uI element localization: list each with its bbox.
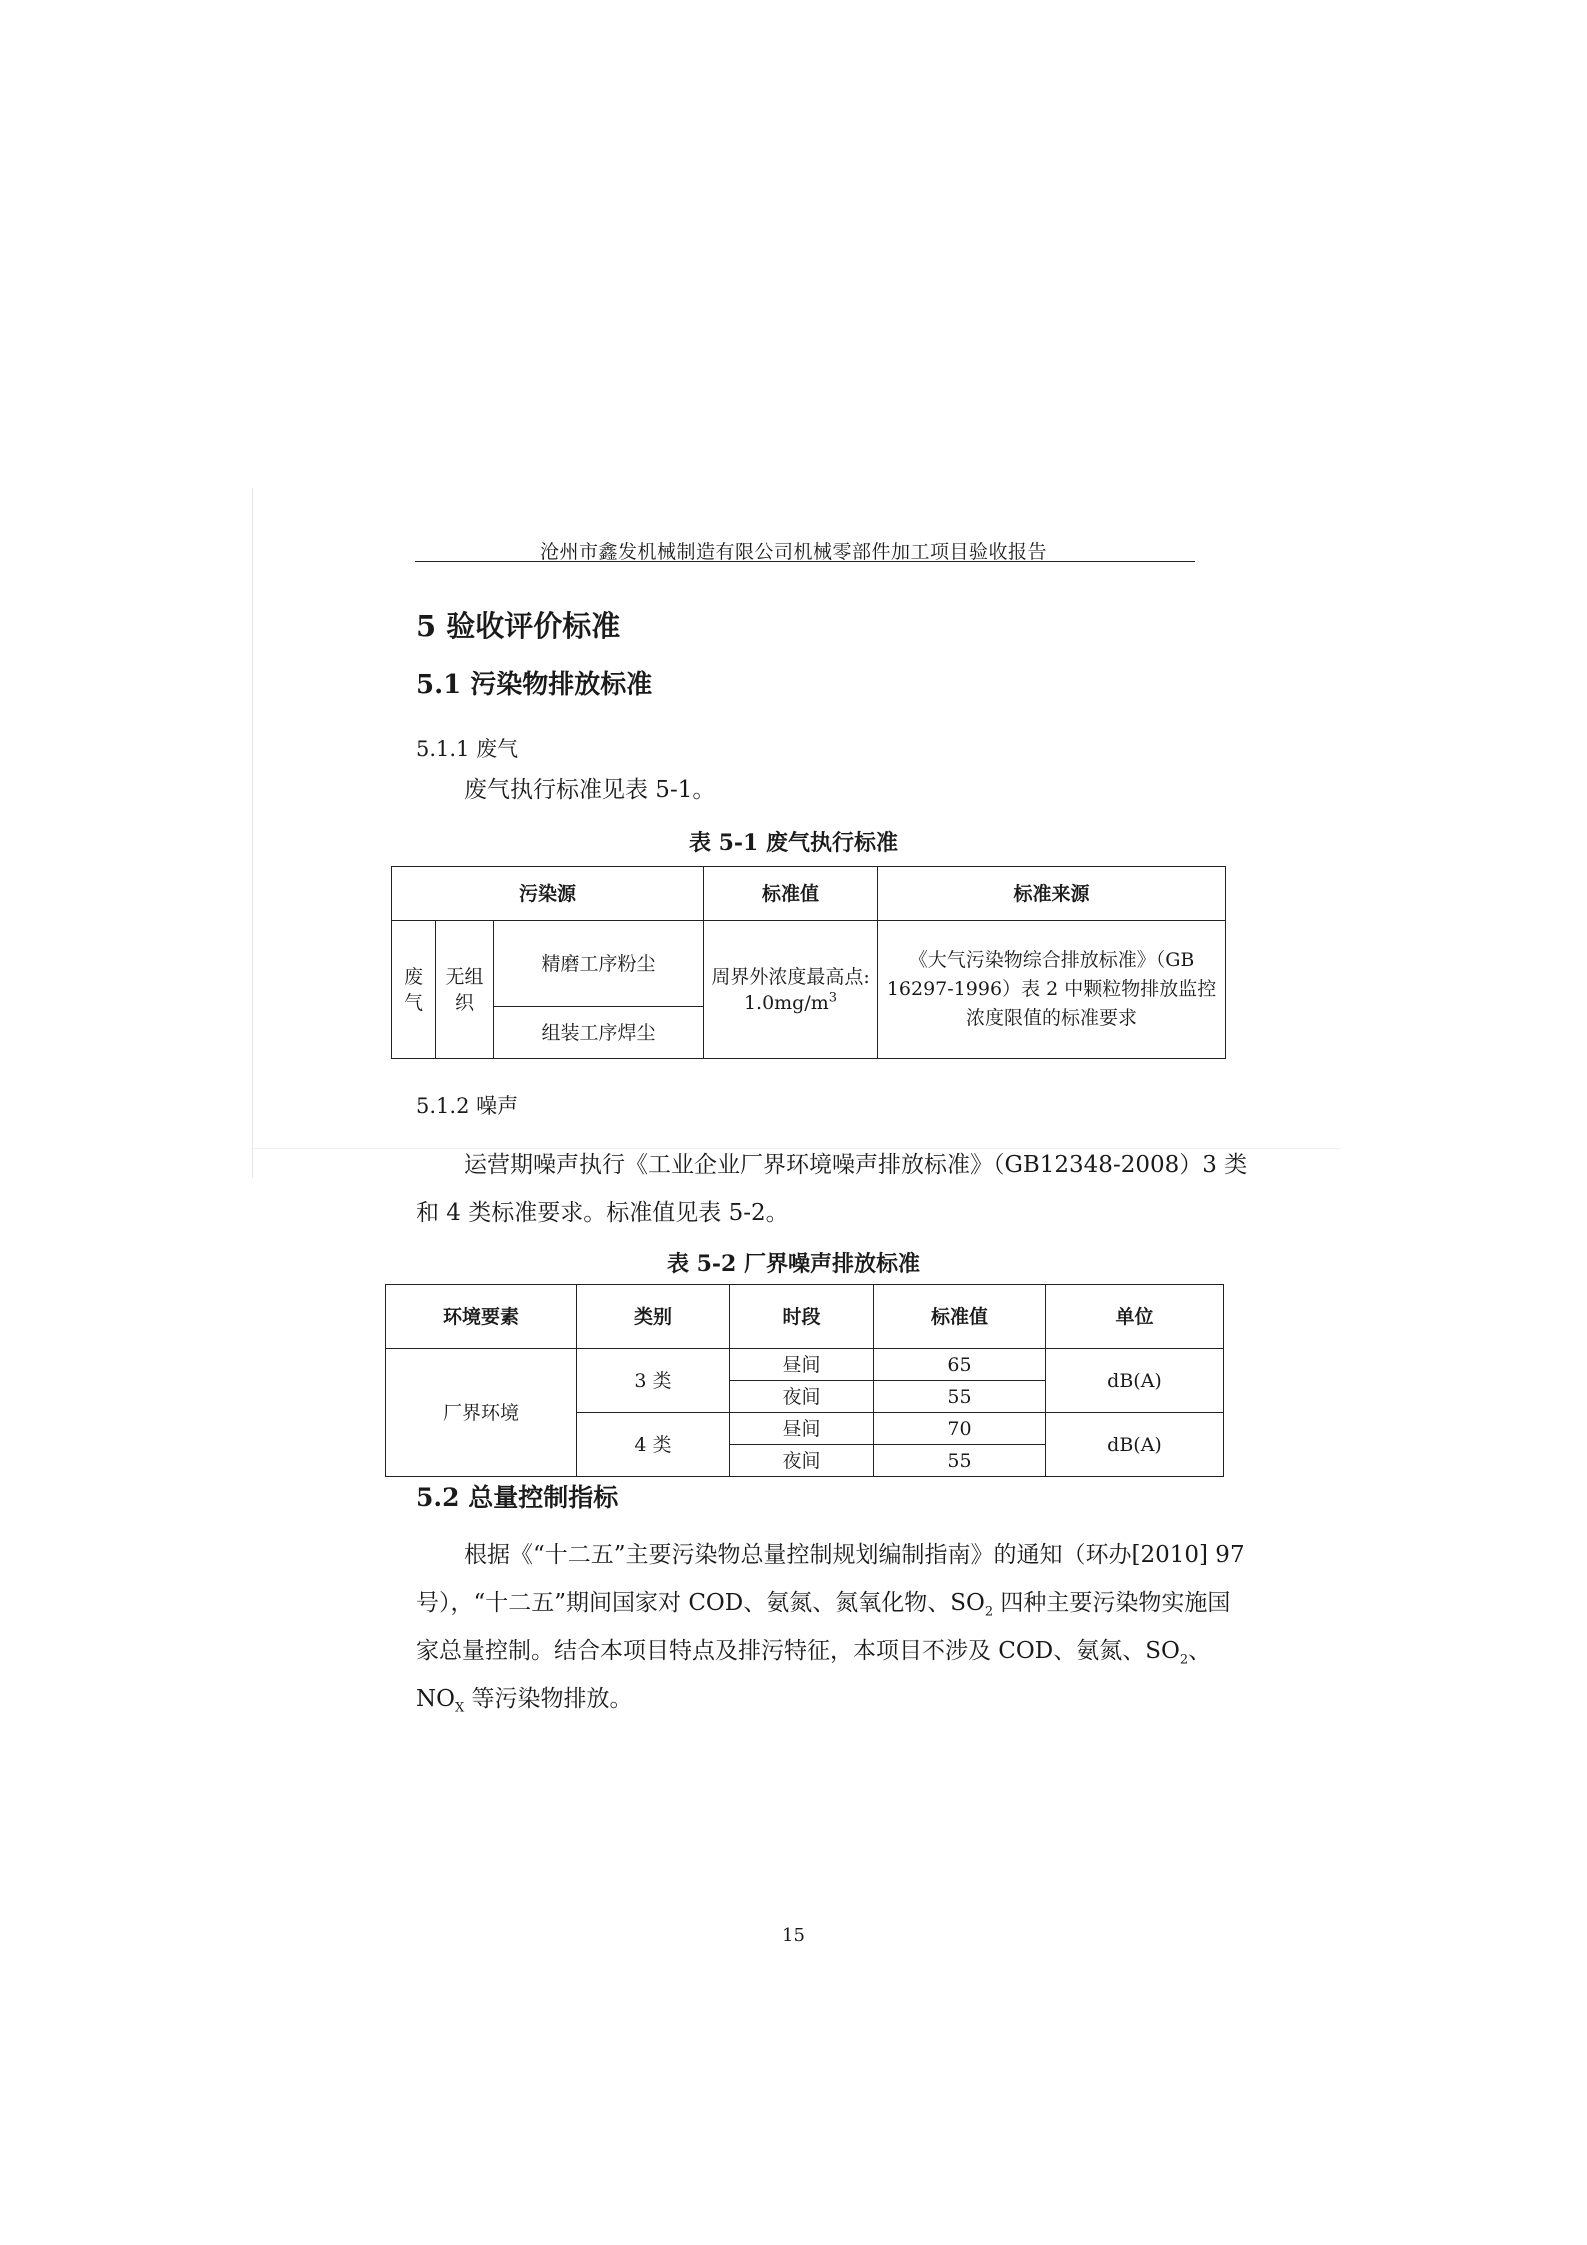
total-control-line-3 xyxy=(416,1627,1211,1675)
period-day: 昼间 xyxy=(730,1349,874,1381)
so2-subscript: 2 xyxy=(1179,1652,1189,1668)
page-number: 15 xyxy=(782,1925,805,1946)
noise-para-line-1: 运营期噪声执行《工业企业厂界环境噪声排放标准》（GB12348-2008）3 类 xyxy=(464,1152,1248,1178)
noise-para-line-2: 和 4 类标准要求。标准值见表 5-2。 xyxy=(416,1200,789,1226)
waste-gas-intro: 废气执行标准见表 5-1。 xyxy=(464,777,716,803)
line-2-text-a: 号），“十二五”期间国家对 COD、氨氮、氮氧化物、SO xyxy=(416,1590,985,1616)
line-4-text-a: NO xyxy=(416,1686,455,1712)
period-day: 昼间 xyxy=(730,1413,874,1445)
waste-gas-table xyxy=(391,866,1226,1059)
category-class-4: 4 类 xyxy=(577,1413,730,1477)
line-2-text-b: 四种主要污染物实施国 xyxy=(993,1590,1231,1616)
header-period: 时段 xyxy=(730,1285,874,1349)
subsection-waste-gas: 5.1.1 废气 xyxy=(416,737,519,761)
limit-line-2 xyxy=(708,990,873,1016)
so2-subscript: 2 xyxy=(984,1604,994,1620)
total-control-line-4 xyxy=(416,1675,633,1723)
running-header: 沧州市鑫发机械制造有限公司机械零部件加工项目验收报告 xyxy=(539,541,1047,563)
total-control-line-2 xyxy=(416,1579,1230,1627)
nox-subscript: X xyxy=(454,1700,465,1716)
value-class3-night: 55 xyxy=(874,1381,1046,1413)
standard-basis-text: 《大气污染物综合排放标准》（GB 16297-1996）表 2 中颗粒物排放监控浓度限值的标准要求 xyxy=(878,921,1226,1059)
section-title: 5.1 污染物排放标准 xyxy=(416,670,653,700)
limit-unit-exponent: 3 xyxy=(828,990,838,1006)
category-class-3: 3 类 xyxy=(577,1349,730,1413)
header-rule xyxy=(415,561,1195,562)
unit-class-4: dB(A) xyxy=(1046,1413,1224,1477)
unit-class-3: dB(A) xyxy=(1046,1349,1224,1413)
header-element: 环境要素 xyxy=(386,1285,577,1349)
noise-table xyxy=(385,1284,1224,1477)
value-class3-day: 65 xyxy=(874,1349,1046,1381)
total-control-line-1: 根据《“十二五”主要污染物总量控制规划编制指南》的通知（环办[2010] 97 xyxy=(464,1542,1245,1568)
header-category: 类别 xyxy=(577,1285,730,1349)
limit-line-1: 周界外浓度最高点: xyxy=(711,965,870,988)
period-night: 夜间 xyxy=(730,1445,874,1477)
header-pollution-source: 污染源 xyxy=(392,867,704,921)
limit-value: 1.0mg/m xyxy=(743,991,829,1014)
value-class4-night: 55 xyxy=(874,1445,1046,1477)
limit-value-cell xyxy=(704,921,878,1059)
element-boundary: 厂界环境 xyxy=(386,1349,577,1477)
source-welding-dust: 组装工序焊尘 xyxy=(494,1007,704,1059)
period-night: 夜间 xyxy=(730,1381,874,1413)
category-unorganized: 无组织 xyxy=(436,921,494,1059)
line-4-text-b: 等污染物排放。 xyxy=(464,1686,633,1712)
header-standard-value: 标准值 xyxy=(874,1285,1046,1349)
line-3-text-a: 家总量控制。结合本项目特点及排污特征，本项目不涉及 COD、氨氮、SO xyxy=(416,1638,1180,1664)
table-5-1-caption: 表 5-1 废气执行标准 xyxy=(688,830,899,856)
category-waste-gas: 废气 xyxy=(392,921,436,1059)
source-grinding-dust: 精磨工序粉尘 xyxy=(494,921,704,1007)
value-class4-day: 70 xyxy=(874,1413,1046,1445)
header-standard-basis: 标准来源 xyxy=(878,867,1226,921)
subsection-noise: 5.1.2 噪声 xyxy=(416,1094,519,1118)
line-3-text-b: 、 xyxy=(1188,1638,1212,1664)
header-unit: 单位 xyxy=(1046,1285,1224,1349)
header-standard-value: 标准值 xyxy=(704,867,878,921)
section-total-control: 5.2 总量控制指标 xyxy=(416,1483,619,1512)
table-5-2-caption: 表 5-2 厂界噪声排放标准 xyxy=(666,1251,921,1277)
chapter-title: 5 验收评价标准 xyxy=(416,609,621,643)
